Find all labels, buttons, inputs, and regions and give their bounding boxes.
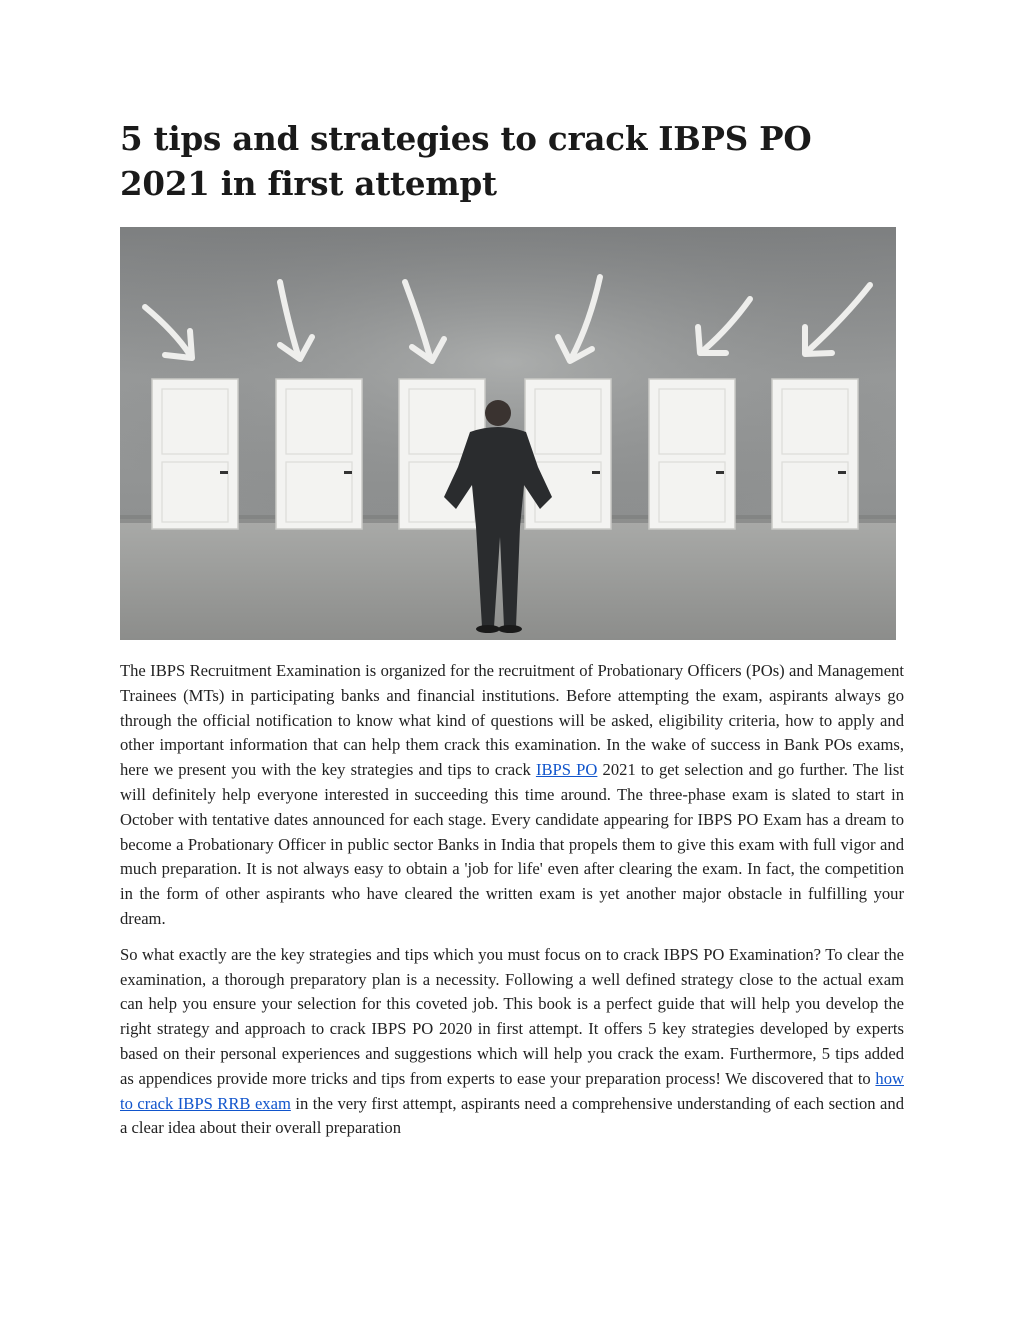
hero-image	[120, 227, 896, 640]
article-title: 5 tips and strategies to crack IBPS PO 2021 in first attempt	[120, 119, 812, 203]
paragraph-1	[120, 659, 904, 932]
doors-arrows-businessman-icon	[120, 227, 896, 640]
paragraph-2	[120, 943, 904, 1141]
ibps-rrb-link[interactable]: how to crack IBPS RRB exam	[120, 1068, 904, 1113]
ibps-po-link[interactable]: IBPS PO	[535, 760, 598, 780]
paragraph-2-text-end: in the very first attempt, aspirants need a comprehensive understanding of each section and a clear idea about their overall preparation	[120, 1093, 904, 1138]
paragraph-1-text-end: 2021 to get selection and go further. The list will definitely help everyone interested in succeeding this time around. The three-phase exam is slated to start in October with tentative dates announced for each stage. Every candidate appearing for IBPS PO Exam has a dream to become a Probationary Officer in public sector Banks in India that propels them to give this exam with full vigor and much preparation. It is not always easy to obtain a 'job for life' even after clearing the exam. In fact, the competition in the form of other aspirants who have cleared the written exam is yet another major obstacle in fulfilling your dream.	[120, 760, 904, 928]
paragraph-2-text-start: So what exactly are the key strategies and tips which you must focus on to crack IBPS PO Examination? To clear the examination, a thorough preparatory plan is a necessity. Following a well defined strategy close to the actual exam can help you ensure your selection for this coveted job. This book is a perfect guide that will help you develop the right strategy and approach to crack IBPS PO 2020 in first attempt. It offers 5 key strategies developed by experts based on their personal experiences and suggestions which will help you crack the exam. Furthermore, 5 tips added as appendices provide more tricks and tips from experts to ease your preparation process! We discovered that to	[120, 944, 904, 1088]
paragraph-1-text-start: The IBPS Recruitment Examination is organized for the recruitment of Probationary Officers (POs) and Management Trainees (MTs) in participating banks and financial institutions. Before attempting the exam, aspirants always go through the official notification to know what kind of questions will be asked, eligibility criteria, how to apply and other important information that can help them crack this examination. In the wake of success in Bank POs exams, here we present you with the key strategies and tips to crack	[120, 661, 904, 780]
article-body	[120, 659, 904, 1152]
